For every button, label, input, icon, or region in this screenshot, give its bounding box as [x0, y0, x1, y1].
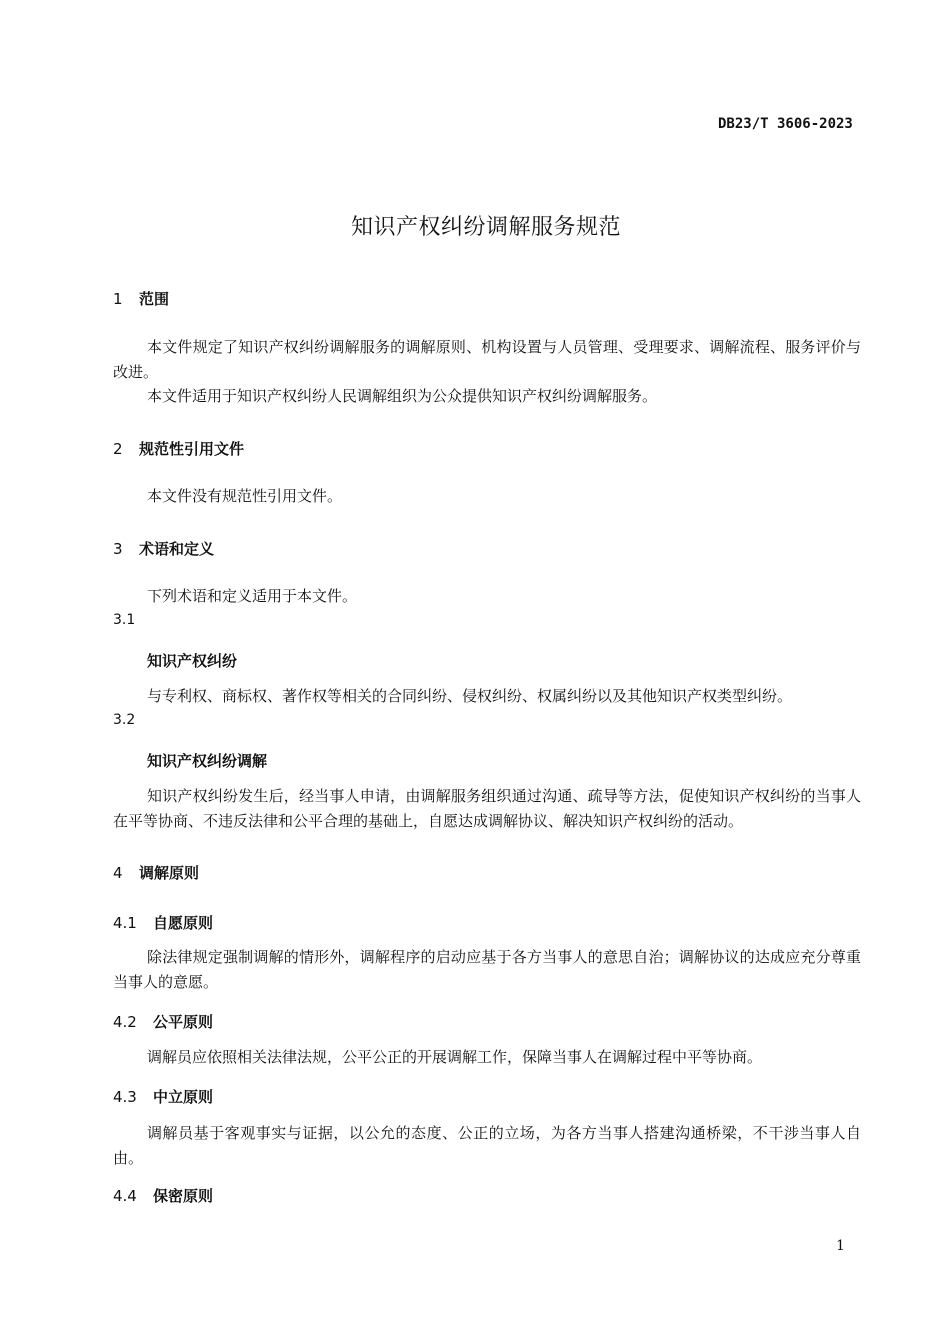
section-number: 3 — [113, 540, 123, 558]
section-number: 4 — [113, 864, 123, 882]
section-4-2-paragraph: 调解员应依照相关法律法规，公平公正的开展调解工作，保障当事人在调解过程中平等协商。 — [147, 1048, 763, 1066]
section-4-1-paragraph: 除法律规定强制调解的情形外，调解程序的启动应基于各方当事人的意思自治；调解协议的达成应充分尊重当事人的意愿。 — [113, 948, 861, 991]
section-3-paragraph: 下列术语和定义适用于本文件。 — [147, 587, 358, 605]
section-1-paragraph-2: 本文件适用于知识产权纠纷人民调解组织为公众提供知识产权纠纷调解服务。 — [147, 387, 658, 405]
subsection-title: 公平原则 — [153, 1013, 214, 1031]
subsection-number: 4.4 — [113, 1187, 137, 1205]
section-4-4-heading — [113, 1185, 213, 1206]
section-1-paragraph-1: 本文件规定了知识产权纠纷调解服务的调解原则、机构设置与人员管理、受理要求、调解流程、服务评价与改进。 — [113, 338, 861, 381]
subsection-title: 中立原则 — [153, 1088, 214, 1106]
page-number: 1 — [836, 1238, 845, 1254]
term-3-2-number: 3.2 — [113, 712, 136, 728]
section-number: 1 — [113, 290, 123, 308]
section-4-heading — [113, 862, 199, 883]
section-2-heading — [113, 438, 244, 459]
term-3-1-number: 3.1 — [113, 612, 136, 628]
term-3-1-name: 知识产权纠纷 — [147, 652, 238, 670]
subsection-title: 自愿原则 — [153, 914, 214, 932]
section-4-3-paragraph: 调解员基于客观事实与证据，以公允的态度、公正的立场，为各方当事人搭建沟通桥梁，不干涉当事人自由。 — [113, 1124, 861, 1167]
section-4-1-heading — [113, 912, 213, 933]
section-title: 术语和定义 — [139, 540, 215, 558]
section-1-heading — [113, 288, 169, 309]
subsection-number: 4.1 — [113, 914, 137, 932]
section-3-heading — [113, 538, 214, 559]
term-3-2-definition: 知识产权纠纷发生后，经当事人申请，由调解服务组织通过沟通、疏导等方法，促使知识产权纠纷的当事人在平等协商、不违反法律和公平合理的基础上，自愿达成调解协议、解决知识产权纠纷的活动。 — [113, 787, 861, 830]
section-title: 规范性引用文件 — [139, 440, 245, 458]
document-code: DB23/T 3606-2023 — [718, 116, 853, 132]
section-2-paragraph: 本文件没有规范性引用文件。 — [147, 487, 343, 505]
term-3-2-name: 知识产权纠纷调解 — [147, 752, 268, 770]
subsection-title: 保密原则 — [153, 1187, 214, 1205]
section-number: 2 — [113, 440, 123, 458]
section-4-3-heading — [113, 1086, 213, 1107]
subsection-number: 4.2 — [113, 1013, 137, 1031]
section-4-2-heading — [113, 1011, 213, 1032]
section-title: 范围 — [139, 290, 170, 308]
term-3-1-definition: 与专利权、商标权、著作权等相关的合同纠纷、侵权纠纷、权属纠纷以及其他知识产权类型纠纷。 — [147, 687, 793, 705]
document-title: 知识产权纠纷调解服务规范 — [350, 215, 621, 240]
section-title: 调解原则 — [139, 864, 200, 882]
subsection-number: 4.3 — [113, 1088, 137, 1106]
